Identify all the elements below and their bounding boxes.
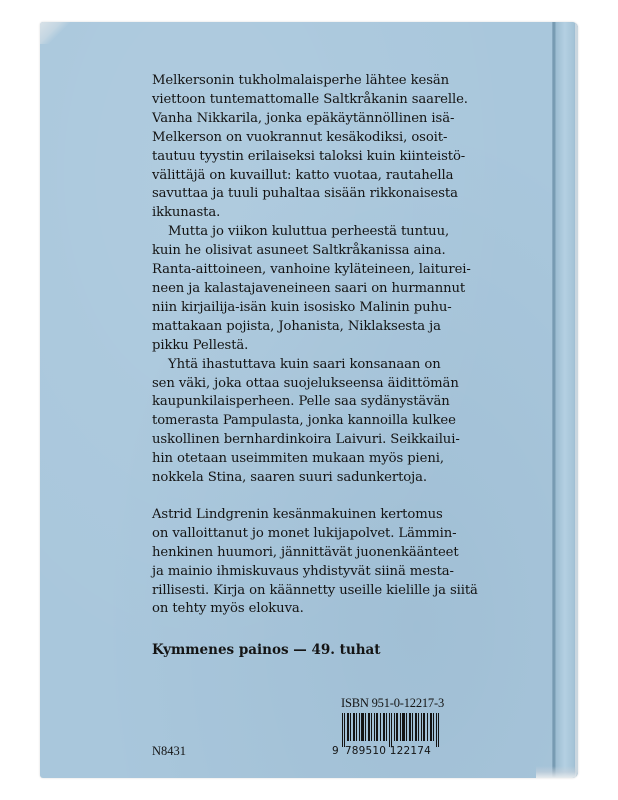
blurb-line: Astrid Lindgrenin kesänmakuinen kertomus — [152, 506, 443, 522]
barcode-number: 789510 122174 — [344, 745, 431, 757]
blurb-line: nokkela Stina, saaren suuri sadunkertoja. — [152, 470, 427, 486]
book-back-cover — [40, 22, 578, 778]
blurb-line: Melkersonin tukholmalaisperhe lähtee kesän — [152, 73, 450, 88]
blurb-line: uskollinen bernhardinkoira Laivuri. Seikkailui- — [152, 432, 460, 448]
blurb-line: mattakaan pojista, Johanista, Niklaksesta ja — [152, 318, 441, 334]
blurb-line: ikkunasta. — [152, 205, 221, 221]
barcode-bars-icon — [342, 713, 442, 747]
blurb-paragraph-1 — [152, 72, 468, 223]
blurb-line: rillisesti. Kirja on käännetty useille kielille ja siitä — [152, 582, 478, 598]
blurb-line: Ranta-aittoineen, vanhoine kyläteineen, laiturei- — [152, 262, 471, 278]
blurb-line: niin kirjailija-isän kuin isosisko Malinin puhu- — [152, 299, 452, 315]
blurb-line: sen väki, joka ottaa suojelukseensa äidittömän — [152, 375, 459, 391]
blurb-line: henkinen huumori, jännittävät juonenkäänteet — [152, 544, 459, 560]
blurb-line: neen ja kalastajaveneineen saari on hurmannut — [152, 280, 466, 296]
barcode — [332, 713, 442, 757]
blurb-paragraph-3 — [152, 356, 460, 488]
blurb-line: Vanha Nikkarila, jonka epäkäytännöllinen isä- — [152, 110, 455, 126]
blurb-paragraph-2 — [152, 223, 471, 355]
isbn-label: ISBN 951-0-12217-3 — [341, 696, 444, 710]
blurb-line: savuttaa ja tuuli puhaltaa sisään rikkonaisesta — [152, 186, 458, 202]
blurb-line: viettoon tuntemattomalle Saltkråkanin saarelle. — [152, 91, 468, 107]
blurb-line: ja mainio ihmiskuvaus yhdistyvät siinä mesta- — [152, 563, 454, 579]
blurb-line: pikku Pellestä. — [152, 337, 249, 353]
corner-wear — [536, 766, 576, 778]
spine-edge — [575, 22, 578, 778]
blurb-line: Yhtä ihastuttava kuin saari konsanaan on — [168, 356, 441, 372]
barcode-digits — [332, 745, 431, 757]
blurb-line: Mutta jo viikon kuluttua perheestä tuntuu, — [168, 224, 450, 240]
isbn-block — [332, 696, 444, 757]
corner-wear — [40, 22, 70, 44]
blurb-line: Melkerson on vuokrannut kesäkodiksi, osoit- — [152, 129, 448, 145]
blurb-line: kaupunkilaisperheen. Pelle saa sydänystävän — [152, 394, 450, 410]
blurb-line: tautuu tyystin erilaiseksi taloksi kuin kiinteistö- — [152, 148, 466, 164]
blurb-line: hin otetaan useimmiten mukaan myös pieni, — [152, 451, 444, 467]
barcode-lead-digit: 9 — [332, 745, 339, 757]
blurb-line: kuin he olisivat asuneet Saltkråkanissa aina. — [152, 243, 446, 259]
blurb-line: välittäjä on kuvaillut: katto vuotaa, rautahella — [152, 167, 454, 183]
product-code: N8431 — [152, 744, 187, 758]
blurb-text — [152, 72, 478, 619]
blurb-line: on tehty myös elokuva. — [152, 601, 304, 617]
blurb-line: on valloittanut jo monet lukijapolvet. Lämmin- — [152, 525, 457, 541]
blurb-paragraph-4 — [152, 506, 478, 619]
blurb-line: tomerasta Pampulasta, jonka kannoilla kulkee — [152, 413, 456, 429]
edition-info: Kymmenes painos — 49. tuhat — [152, 642, 381, 658]
paragraph-gap — [152, 488, 452, 506]
